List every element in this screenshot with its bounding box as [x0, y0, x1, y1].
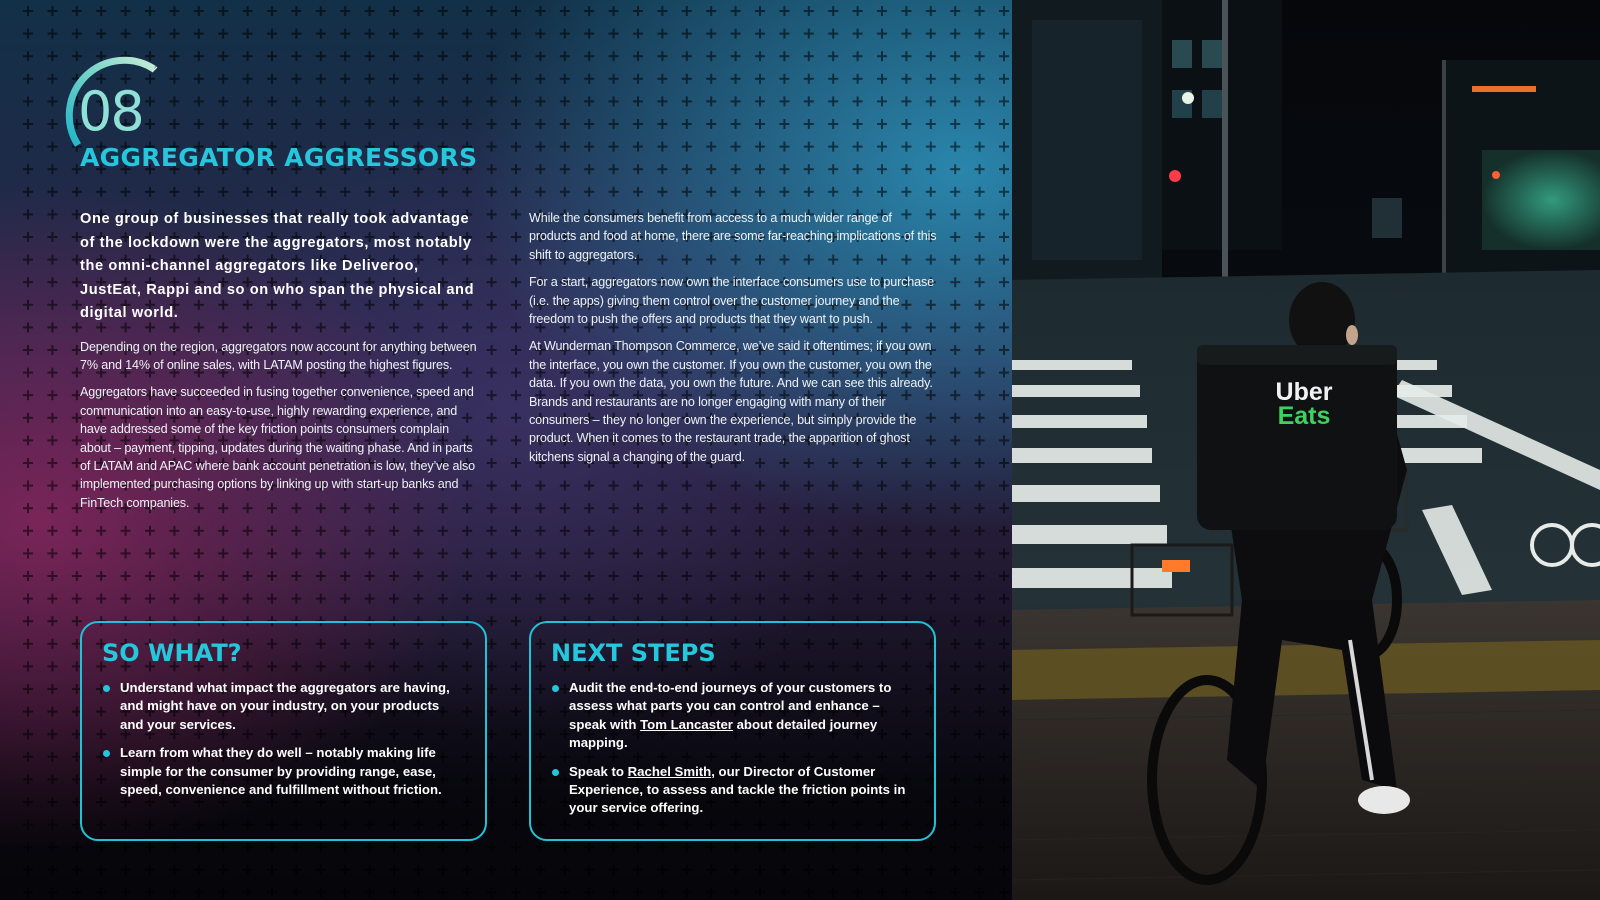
- list-item-text-end: about detailed journey mapping.: [569, 716, 878, 751]
- next-steps-list: [549, 679, 916, 818]
- body-paragraph: Aggregators have succeeded in fusing together convenience, speed and communication into an easy-to-use, highly rewarding experience, and have addressed some of the key friction points consumers complain about – payment, tipping, updates during the waiting phase. And in parts of LATAM and APAC where bank account penetration is low, they’ve also implemented purchasing options by linking up with start-up banks and FinTech companies.: [80, 385, 475, 510]
- bullet-icon: [552, 685, 559, 692]
- right-text-column: [529, 209, 939, 475]
- bag-brand-line1: Uber: [1275, 378, 1333, 406]
- body-paragraph: At Wunderman Thompson Commerce, we’ve said it oftentimes; if you own the interface, you own the customer. If you own the customer, you own the data. If you own the data, you own the future. And we can see this already. Brands and restaurants are no longer engaging with many of their consumers – they no longer own the experience, but simply provide the product. When it comes to the restaurant trade, the apparition of ghost kitchens signal a changing of the guard.: [529, 339, 933, 464]
- body-paragraph: While the consumers benefit from access to a much wider range of products and food at home, there are some far-reaching implications of this shift to aggregators.: [529, 211, 937, 262]
- list-item-text-end: , our Director of Customer Experience, to assess and tackle the friction points in your service offering.: [569, 763, 906, 816]
- contact-link-tom-lancaster[interactable]: Tom Lancaster: [640, 716, 733, 732]
- list-item: [100, 744, 467, 799]
- list-item: [549, 679, 916, 753]
- so-what-list: [100, 679, 467, 799]
- section-number-badge: [42, 38, 162, 158]
- bag-brand-line2: Eats: [1277, 402, 1331, 430]
- list-item: [100, 679, 467, 734]
- list-item-text: Understand what impact the aggregators are having, and might have on your industry, on your products and your services.: [120, 680, 450, 732]
- body-paragraph: Depending on the region, aggregators now account for anything between 7% and 14% of online sales, with LATAM posting the highest figures.: [80, 339, 477, 372]
- list-item: [549, 763, 916, 818]
- page-title: AGGREGATOR AGGRESSORS: [80, 143, 478, 172]
- list-item-text-start: Speak to: [569, 763, 628, 779]
- delivery-rider-photo: [1012, 0, 1600, 900]
- intro-paragraph: One group of businesses that really took advantage of the lockdown were the aggregators, most notably the omni-channel aggregators like Deliveroo, JustEat, Rappi and so on who span the physical and digital world.: [80, 211, 475, 321]
- list-item-text: Learn from what they do well – notably making life simple for the consumer by providing range, ease, speed, convenience and fulfillment without friction.: [120, 745, 442, 798]
- list-item-text-start: Audit the end-to-end journeys of your customers to assess what parts you can control and enhance – speak with: [569, 680, 892, 732]
- bullet-icon: [552, 769, 559, 776]
- so-what-heading: SO WHAT?: [102, 639, 242, 667]
- contact-link-rachel-smith[interactable]: Rachel Smith: [627, 763, 712, 779]
- night-street-illustration: [1012, 0, 1600, 900]
- next-steps-box: [529, 621, 936, 841]
- bullet-icon: [103, 750, 110, 757]
- bullet-icon: [103, 685, 110, 692]
- body-paragraph: For a start, aggregators now own the interface consumers use to purchase (i.e. the apps) giving them control over the customer journey and the freedom to push the offers and products that they want to push.: [529, 275, 935, 327]
- section-number: 08: [78, 80, 143, 143]
- next-steps-heading: NEXT STEPS: [551, 639, 716, 667]
- left-text-column: [80, 208, 480, 521]
- so-what-box: [80, 621, 487, 841]
